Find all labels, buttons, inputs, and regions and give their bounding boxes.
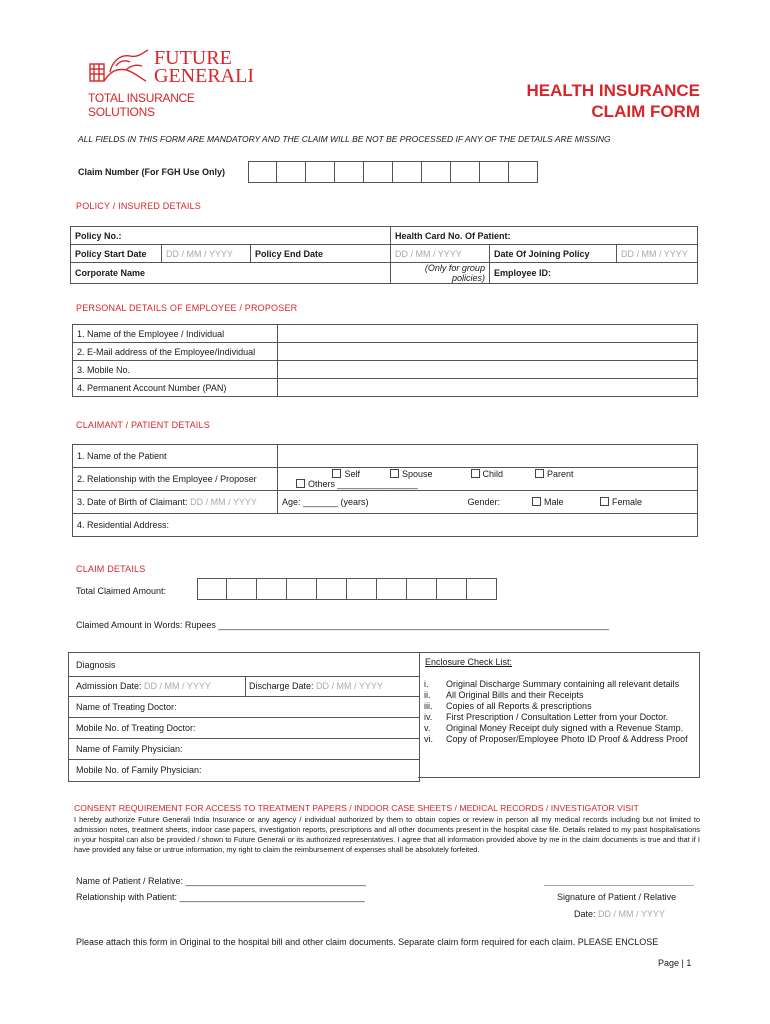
brand-name-line1: FUTURE [154,47,232,69]
age-field[interactable]: Age: _______ (years) [278,491,427,514]
dob-field[interactable] [73,491,278,514]
female-label: Female [612,497,643,507]
consent-date-field[interactable] [574,909,665,919]
child-checkbox[interactable] [471,469,480,478]
total-claimed-boxes[interactable] [197,578,497,600]
enclosure-item: iii. Copies of all Reports & prescriptions [424,701,592,711]
consent-title: CONSENT REQUIREMENT FOR ACCESS TO TREATMENT PAPERS / INDOOR CASE SHEETS / MEDICAL RECORDS / INVESTIGATOR VISIT [74,803,639,813]
policy-table [70,226,698,284]
treating-doctor-field[interactable]: Name of Treating Doctor: [76,702,177,712]
self-checkbox[interactable] [332,469,341,478]
discharge-label: Discharge Date: [249,681,314,691]
policy-start-label: Policy Start Date [71,245,162,263]
brand-tagline: TOTAL INSURANCE SOLUTIONS [88,91,195,119]
enclosure-item: iv. First Prescription / Consultation Letter from your Doctor. [424,712,669,722]
employee-name-input[interactable] [278,325,698,343]
patient-relative-name[interactable]: Name of Patient / Relative: ____________________________________ [76,876,366,886]
patient-name-input[interactable] [278,445,698,468]
discharge-field[interactable] [249,681,383,691]
physician-mobile-field[interactable]: Mobile No. of Family Physician: [76,765,202,775]
personal-table [72,324,698,397]
signature-label: Signature of Patient / Relative [557,892,677,902]
brand-name-line2: GENERALI [154,65,254,87]
joining-date-input[interactable]: DD / MM / YYYY [616,245,697,263]
relationship-label: 2. Relationship with the Employee / Proposer [73,468,278,491]
admission-placeholder: DD / MM / YYYY [144,681,211,691]
claimant-section-title: CLAIMANT / PATIENT DETAILS [76,420,210,430]
claim-section-title: CLAIM DETAILS [76,564,146,574]
signature-line[interactable] [544,885,694,886]
gender-options [510,491,698,514]
relationship-options [278,468,698,491]
employee-pan-input[interactable] [278,379,698,397]
page-number: Page | 1 [658,958,692,968]
total-claimed-label: Total Claimed Amount: [76,586,167,596]
dob-label: 3. Date of Birth of Claimant: [77,497,188,507]
policy-no-field[interactable]: Policy No.: [71,227,391,245]
gender-label: Gender: [426,491,510,514]
group-policy-note: (Only for group policies) [390,263,489,284]
parent-checkbox[interactable] [535,469,544,478]
claim-left-box [68,652,420,782]
enclosure-item: vi. Copy of Proposer/Employee Photo ID Proof & Address Proof [424,734,688,744]
form-title-line1: HEALTH INSURANCE [526,81,700,100]
policy-end-input[interactable]: DD / MM / YYYY [390,245,489,263]
joining-date-label: Date Of Joining Policy [489,245,616,263]
child-label: Child [482,469,504,479]
diagnosis-label[interactable]: Diagnosis [76,660,116,670]
personal-section-title: PERSONAL DETAILS OF EMPLOYEE / PROPOSER [76,303,298,313]
enclosure-box [418,652,700,778]
claimant-table [72,444,698,537]
mandatory-notice: ALL FIELDS IN THIS FORM ARE MANDATORY AND THE CLAIM WILL BE NOT BE PROCESSED IF ANY OF THE DETAILS ARE MISSING [78,134,611,144]
consent-body: I hereby authorize Future Generali India Insurance or any agency / individual authorized by them to obtain copies or review in person all my medical records including but not limited to admission notes, treatment sheets, indoor case papers, investigation reports, prescriptions and all other documents present in the hospital case file. Details related to my past hospitalisations in your hospital can also be provided / shown to Future Generali or its authorized representatives. I agree that all information provided above by me in the claim documents is true and that if I have provided any false or untrue information, my right to claim the reimbursement of expenses shall be absolutely forfeited. [74,815,700,854]
enclosure-title: Enclosure Check List: [425,657,513,667]
form-title-line2: CLAIM FORM [591,102,700,121]
employee-pan-label: 4. Permanent Account Number (PAN) [73,379,278,397]
amount-in-words[interactable]: Claimed Amount in Words: Rupees ______________________________________________________________________________ [76,620,609,630]
form-title [527,80,700,122]
others-label: Others ________________ [308,479,418,489]
policy-end-label: Policy End Date [251,245,391,263]
admission-field[interactable] [69,676,246,696]
relationship-with-patient[interactable]: Relationship with Patient: _____________________________________ [76,892,365,902]
discharge-placeholder: DD / MM / YYYY [316,681,383,691]
family-physician-field[interactable]: Name of Family Physician: [76,744,183,754]
employee-id-field[interactable]: Employee ID: [489,263,697,284]
claim-number-label: Claim Number (For FGH Use Only) [78,167,226,177]
patient-name-label: 1. Name of the Patient [73,445,278,468]
female-checkbox[interactable] [600,497,609,506]
others-checkbox[interactable] [296,479,305,488]
spouse-checkbox[interactable] [390,469,399,478]
dob-placeholder: DD / MM / YYYY [190,497,257,507]
claim-number-boxes[interactable] [248,161,538,183]
enclosure-item: ii. All Original Bills and their Receipts [424,690,584,700]
corporate-name-label[interactable]: Corporate Name [71,263,391,284]
employee-mobile-input[interactable] [278,361,698,379]
male-checkbox[interactable] [532,497,541,506]
company-logo [86,46,261,119]
consent-date-placeholder: DD / MM / YYYY [598,909,665,919]
enclosure-item: i. Original Discharge Summary containing all relevant details [424,679,680,689]
employee-email-input[interactable] [278,343,698,361]
employee-mobile-label: 3. Mobile No. [73,361,278,379]
policy-section-title: POLICY / INSURED DETAILS [76,201,201,211]
enclosure-item: v. Original Money Receipt duly signed with a Revenue Stamp. [424,723,684,733]
doctor-mobile-field[interactable]: Mobile No. of Treating Doctor: [76,723,196,733]
employee-email-label: 2. E-Mail address of the Employee/Individual [73,343,278,361]
health-card-field[interactable]: Health Card No. Of Patient: [390,227,697,245]
lion-emblem-icon [86,48,152,84]
parent-label: Parent [547,469,574,479]
policy-start-input[interactable]: DD / MM / YYYY [162,245,251,263]
employee-name-label: 1. Name of the Employee / Individual [73,325,278,343]
spouse-label: Spouse [401,469,433,479]
enclosure-list [424,679,692,745]
admission-label: Admission Date: [76,681,142,691]
footer-note: Please attach this form in Original to the hospital bill and other claim documents. Separate claim form required for each claim. PLEASE ENCLOSE [76,937,659,947]
residential-address-field[interactable]: 4. Residential Address: [73,514,698,537]
male-label: Male [544,497,564,507]
consent-date-label: Date: [574,909,596,919]
self-label: Self [344,469,360,479]
